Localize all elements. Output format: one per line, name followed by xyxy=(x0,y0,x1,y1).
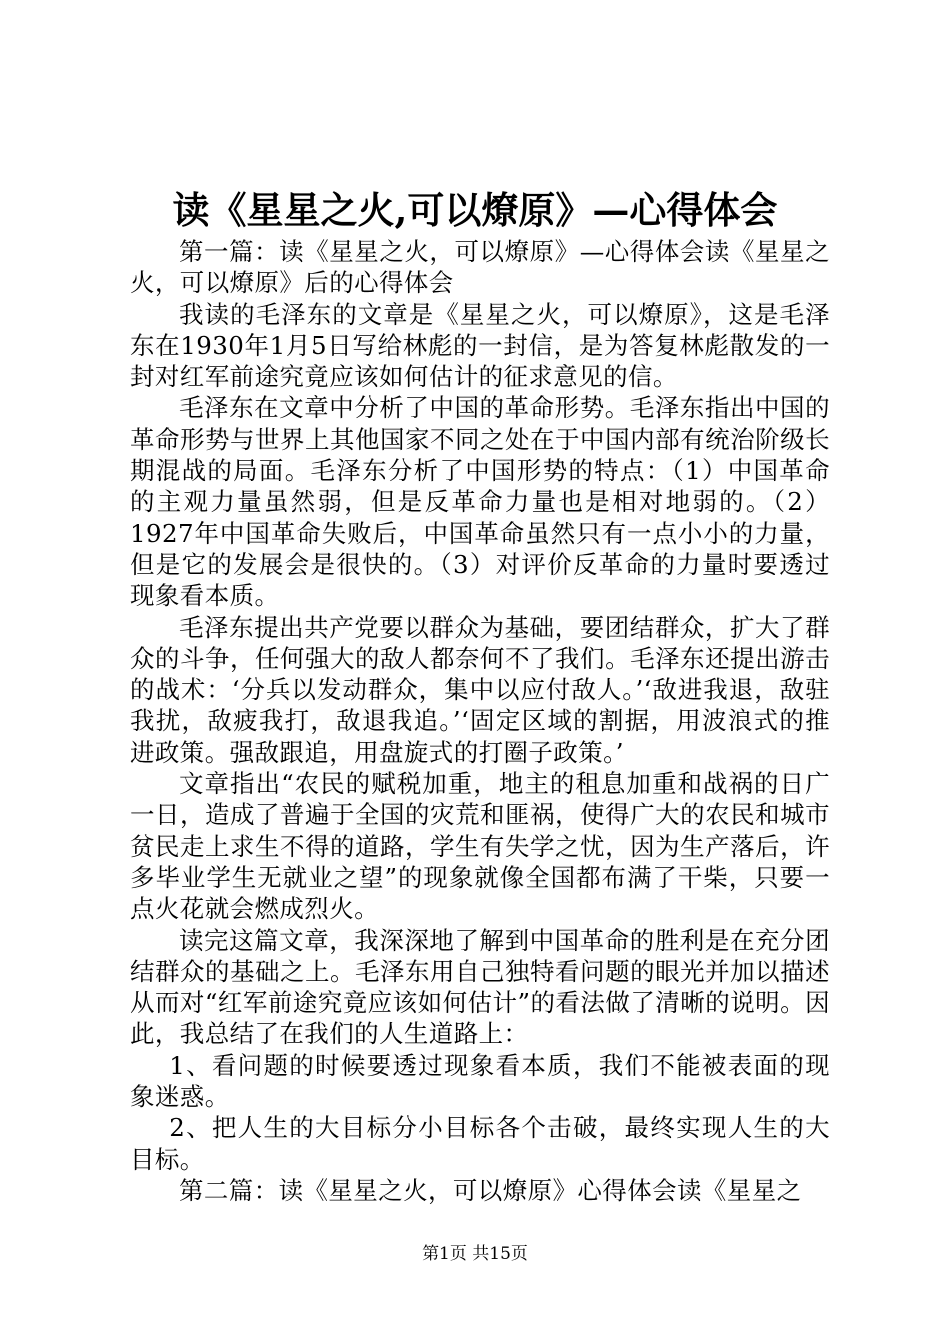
paragraph-1: 第一篇：读《星星之火，可以燎原》—心得体会读《星星之火，可以燎原》后的心得体会 xyxy=(130,237,830,298)
paragraph-5: 文章指出“农民的赋税加重，地主的租息加重和战祸的日广一日，造成了普遍于全国的灾荒和匪祸，使得广大的农民和城市贫民走上求生不得的道路，学生有失学之忧，因为生产落后，许多毕业学生无就业之望”的现象就像全国都布满了干柴，只要一点火花就会燃成烈火。 xyxy=(130,769,830,924)
paragraph-6: 读完这篇文章，我深深地了解到中国革命的胜利是在充分团结群众的基础之上。毛泽东用自己独特看问题的眼光并加以描述从而对“红军前途究竟应该如何估计”的看法做了清晰的说明。因此，我总结了在我们的人生道路上： xyxy=(130,925,830,1049)
paragraph-7: 第二篇：读《星星之火，可以燎原》心得体会读《星星之 xyxy=(179,1175,802,1205)
list-item-1: 1、看问题的时候要透过现象看本质，我们不能被表面的现象迷惑。 xyxy=(130,1050,830,1112)
page-number-footer: 第1页 共15页 xyxy=(422,1244,528,1264)
paragraph-2: 我读的毛泽东的文章是《星星之火，可以燎原》，这是毛泽东在1930年1月5日写给林彪的一封信，是为答复林彪散发的一封对红军前途究竟应该如何估计的征求意见的信。 xyxy=(130,299,830,392)
document-body xyxy=(130,236,830,1206)
paragraph-3: 毛泽东在文章中分析了中国的革命形势。毛泽东指出中国的革命形势与世界上其他国家不同之处在于中国内部有统治阶级长期混战的局面。毛泽东分析了中国形势的特点：（1）中国革命的主观力量虽然弱，但是反革命力量也是相对地弱的。（2）1927年中国革命失败后，中国革命虽然只有一点小小的力量，但是它的发展会是很快的。（3）对评价反革命的力量时要透过现象看本质。 xyxy=(130,393,830,611)
document-title: 读《星星之火,可以燎原》—心得体会 xyxy=(172,188,778,232)
list-item-2: 2、把人生的大目标分小目标各个击破，最终实现人生的大目标。 xyxy=(130,1113,830,1174)
paragraph-4: 毛泽东提出共产党要以群众为基础，要团结群众，扩大了群众的斗争，任何强大的敌人都奈何不了我们。毛泽东还提出游击的战术：‘分兵以发动群众，集中以应付敌人。’‘敌进我退，敌驻我扰，敌疲我打，敌退我追。’‘固定区域的割据，用波浪式的推进政策。强敌跟追，用盘旋式的打圈子政策。’ xyxy=(130,612,830,767)
